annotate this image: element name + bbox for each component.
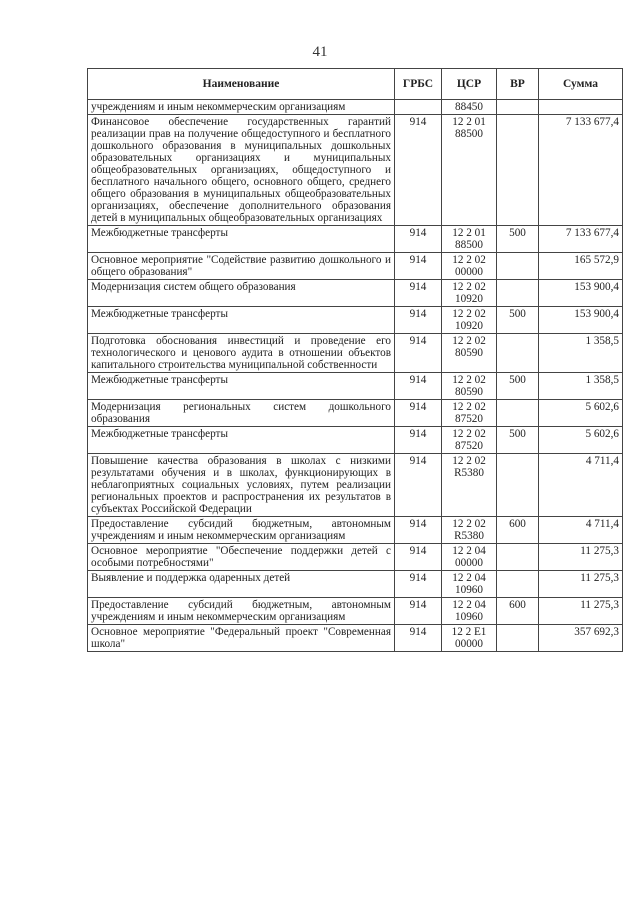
- cell-csr: 12 2 04 10960: [442, 571, 497, 598]
- cell-name: Выявление и поддержка одаренных детей: [88, 571, 395, 598]
- cell-vr: 600: [497, 517, 539, 544]
- table-header: [88, 69, 623, 100]
- cell-sum: 4 711,4: [539, 517, 623, 544]
- cell-name: Финансовое обеспечение государственных гарантий реализации прав на получение общедоступного и бесплатного дошкольного образования в муниципальных дошкольных образовательных организациях и муниципальных общеобразовательных организациях, общедоступного и бесплатного начального общего, основного общего, среднего общего образования в муниципальных общеобразовательных организациях, обеспечение дополнительного образования детей в муниципальных общеобразовательных организациях: [88, 115, 395, 226]
- table-row: [88, 373, 623, 400]
- header-sum: Сумма: [539, 69, 623, 100]
- cell-grbs: 914: [395, 334, 442, 373]
- cell-grbs: 914: [395, 571, 442, 598]
- cell-sum: 4 711,4: [539, 454, 623, 517]
- cell-vr: [497, 571, 539, 598]
- cell-sum: 1 358,5: [539, 334, 623, 373]
- cell-grbs: 914: [395, 373, 442, 400]
- cell-vr: [497, 253, 539, 280]
- table-body: [88, 100, 623, 652]
- table-row: [88, 544, 623, 571]
- table-row: [88, 100, 623, 115]
- header-name: Наименование: [88, 69, 395, 100]
- cell-grbs: 914: [395, 307, 442, 334]
- cell-vr: [497, 454, 539, 517]
- cell-sum: 5 602,6: [539, 427, 623, 454]
- cell-grbs: 914: [395, 544, 442, 571]
- table-row: [88, 517, 623, 544]
- table-row: [88, 334, 623, 373]
- page-number: 41: [312, 44, 328, 60]
- cell-vr: 500: [497, 307, 539, 334]
- cell-csr: 12 2 02 R5380: [442, 454, 497, 517]
- cell-csr: 12 2 04 00000: [442, 544, 497, 571]
- cell-grbs: 914: [395, 115, 442, 226]
- cell-sum: 1 358,5: [539, 373, 623, 400]
- cell-grbs: 914: [395, 400, 442, 427]
- cell-name: Предоставление субсидий бюджетным, автономным учреждениям и иным некоммерческим организациям: [88, 517, 395, 544]
- cell-grbs: 914: [395, 454, 442, 517]
- cell-csr: 12 2 02 87520: [442, 400, 497, 427]
- cell-vr: [497, 100, 539, 115]
- cell-vr: [497, 115, 539, 226]
- cell-vr: 500: [497, 373, 539, 400]
- table-row: [88, 598, 623, 625]
- header-grbs: ГРБС: [395, 69, 442, 100]
- cell-vr: 600: [497, 598, 539, 625]
- cell-grbs: 914: [395, 226, 442, 253]
- table-row: [88, 226, 623, 253]
- cell-csr: 12 2 02 00000: [442, 253, 497, 280]
- table-row: [88, 307, 623, 334]
- cell-grbs: 914: [395, 253, 442, 280]
- cell-grbs: 914: [395, 517, 442, 544]
- cell-sum: [539, 100, 623, 115]
- cell-csr: 12 2 02 10920: [442, 280, 497, 307]
- cell-sum: 165 572,9: [539, 253, 623, 280]
- cell-grbs: 914: [395, 427, 442, 454]
- header-csr: ЦСР: [442, 69, 497, 100]
- cell-sum: 11 275,3: [539, 571, 623, 598]
- table-row: [88, 571, 623, 598]
- cell-sum: 7 133 677,4: [539, 115, 623, 226]
- cell-csr: 12 2 02 80590: [442, 373, 497, 400]
- table-row: [88, 400, 623, 427]
- cell-csr: 88450: [442, 100, 497, 115]
- cell-sum: 11 275,3: [539, 544, 623, 571]
- table-row: [88, 280, 623, 307]
- cell-csr: 12 2 02 R5380: [442, 517, 497, 544]
- cell-csr: 12 2 02 87520: [442, 427, 497, 454]
- table-row: [88, 454, 623, 517]
- cell-csr: 12 2 E1 00000: [442, 625, 497, 652]
- cell-vr: 500: [497, 427, 539, 454]
- cell-grbs: 914: [395, 625, 442, 652]
- cell-sum: 11 275,3: [539, 598, 623, 625]
- cell-vr: 500: [497, 226, 539, 253]
- cell-name: Межбюджетные трансферты: [88, 373, 395, 400]
- cell-csr: 12 2 04 10960: [442, 598, 497, 625]
- table-row: [88, 427, 623, 454]
- cell-sum: 5 602,6: [539, 400, 623, 427]
- cell-grbs: 914: [395, 280, 442, 307]
- cell-name: Межбюджетные трансферты: [88, 226, 395, 253]
- cell-name: Межбюджетные трансферты: [88, 307, 395, 334]
- cell-sum: 357 692,3: [539, 625, 623, 652]
- cell-vr: [497, 334, 539, 373]
- budget-table: [87, 68, 623, 652]
- cell-name: Модернизация региональных систем дошкольного образования: [88, 400, 395, 427]
- cell-csr: 12 2 01 88500: [442, 226, 497, 253]
- cell-csr: 12 2 02 10920: [442, 307, 497, 334]
- header-row: [88, 69, 623, 100]
- cell-name: Модернизация систем общего образования: [88, 280, 395, 307]
- cell-vr: [497, 625, 539, 652]
- cell-sum: 153 900,4: [539, 280, 623, 307]
- table-row: [88, 253, 623, 280]
- cell-csr: 12 2 01 88500: [442, 115, 497, 226]
- cell-name: Основное мероприятие "Обеспечение поддержки детей с особыми потребностями": [88, 544, 395, 571]
- cell-sum: 153 900,4: [539, 307, 623, 334]
- table-row: [88, 625, 623, 652]
- cell-csr: 12 2 02 80590: [442, 334, 497, 373]
- cell-vr: [497, 280, 539, 307]
- cell-name: Предоставление субсидий бюджетным, автономным учреждениям и иным некоммерческим организациям: [88, 598, 395, 625]
- cell-vr: [497, 544, 539, 571]
- cell-name: Межбюджетные трансферты: [88, 427, 395, 454]
- cell-grbs: [395, 100, 442, 115]
- cell-grbs: 914: [395, 598, 442, 625]
- cell-name: Основное мероприятие "Федеральный проект "Современная школа": [88, 625, 395, 652]
- table-row: [88, 115, 623, 226]
- cell-sum: 7 133 677,4: [539, 226, 623, 253]
- cell-name: Основное мероприятие "Содействие развитию дошкольного и общего образования": [88, 253, 395, 280]
- header-vr: ВР: [497, 69, 539, 100]
- cell-name: учреждениям и иным некоммерческим организациям: [88, 100, 395, 115]
- cell-vr: [497, 400, 539, 427]
- cell-name: Повышение качества образования в школах с низкими результатами обучения и в школах, функционирующих в неблагоприятных социальных условиях, путем реализации региональных проектов и распространения их результатов в субъектах Российской Федерации: [88, 454, 395, 517]
- cell-name: Подготовка обоснования инвестиций и проведение его технологического и ценового аудита в отношении объектов капитального строительства муниципальной собственности: [88, 334, 395, 373]
